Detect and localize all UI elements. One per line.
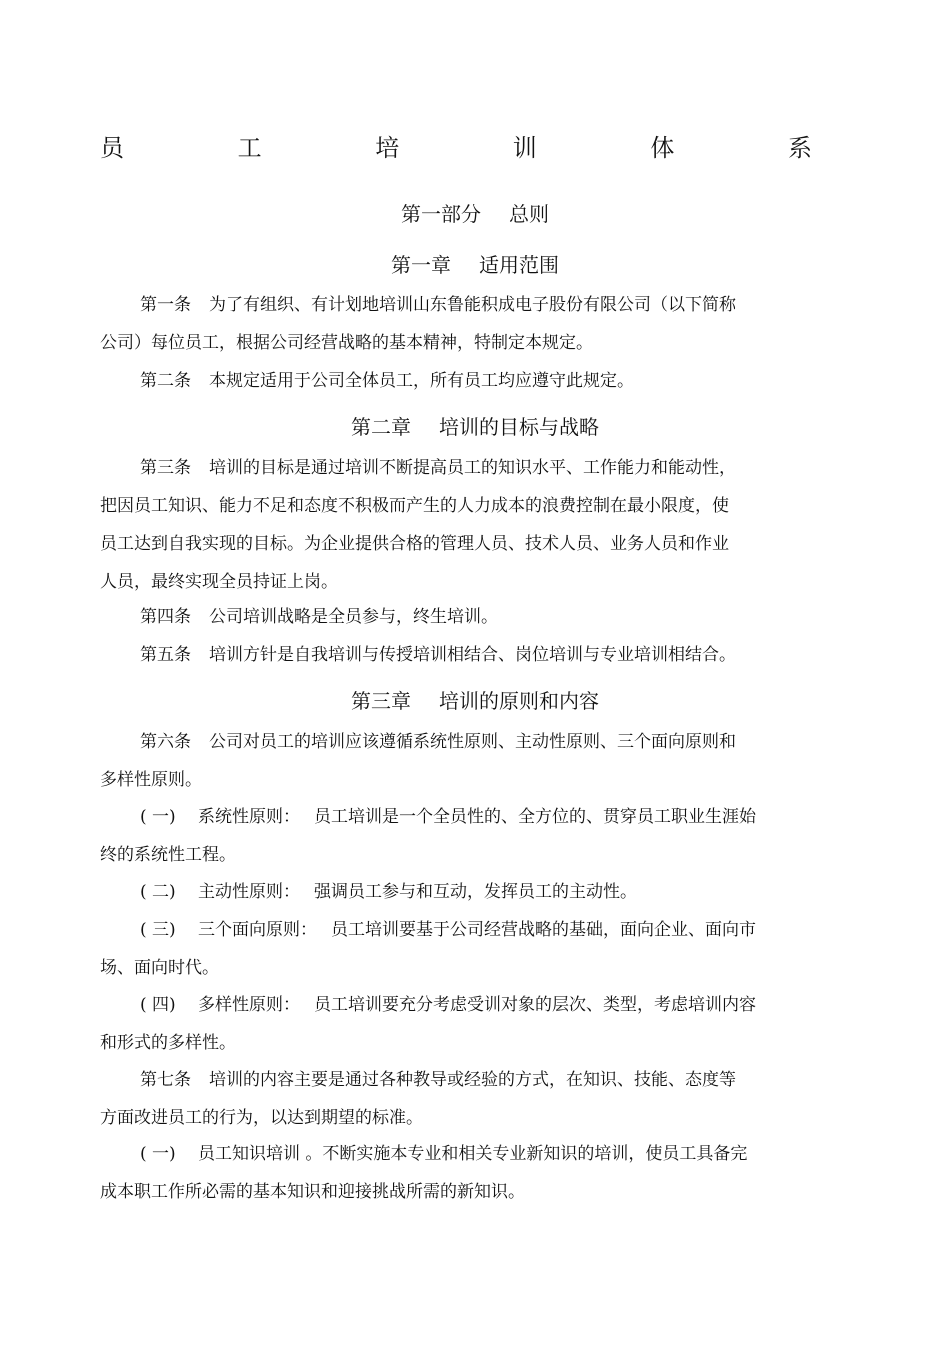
article-7 [100, 1061, 800, 1137]
chapter-name: 培训的原则和内容 [439, 689, 599, 713]
document-title [100, 128, 812, 163]
chapter-label: 第一章 [391, 253, 451, 277]
article-text: 人员，最终实现全员持证上岗。 [100, 572, 338, 592]
principle-1 [100, 798, 800, 874]
title-char: 系 [787, 134, 812, 162]
item-number: ( 三) [140, 920, 176, 940]
article-5 [100, 636, 800, 674]
article-text: 把因员工知识、能力不足和态度不积极而产生的人力成本的浪费控制在最小限度，使 [100, 496, 729, 516]
item-text: 。不断实施本专业和相关专业新知识的培训，使员工具备完 [305, 1144, 748, 1164]
item-label: 主动性原则： [198, 882, 300, 902]
article-1 [100, 286, 800, 362]
chapter-label: 第二章 [351, 415, 411, 439]
article-text: 员工达到自我实现的目标。为企业提供合格的管理人员、技术人员、业务人员和作业 [100, 534, 729, 554]
item-text: 和形式的多样性。 [100, 1033, 236, 1053]
article-text: 为了有组织、有计划地培训山东鲁能积成电子股份有限公司（以下简称 [209, 295, 736, 315]
item-text: 终的系统性工程。 [100, 845, 236, 865]
item-number: ( 四) [140, 995, 176, 1015]
chapter-heading-3 [0, 685, 950, 714]
title-char: 体 [650, 134, 675, 162]
article-number: 第一条 [140, 295, 191, 315]
article-number: 第三条 [140, 458, 191, 478]
title-char: 训 [512, 134, 537, 162]
article-number: 第六条 [140, 732, 191, 752]
article-4 [100, 598, 800, 636]
item-number: ( 一) [140, 1144, 176, 1164]
item-text: 场、面向时代。 [100, 958, 219, 978]
item-label: 多样性原则： [198, 995, 300, 1015]
chapter-name: 培训的目标与战略 [439, 415, 599, 439]
article-text: 方面改进员工的行为，以达到期望的标准。 [100, 1108, 423, 1128]
item-number: ( 一) [140, 807, 176, 827]
article-text: 公司对员工的培训应该遵循系统性原则、主动性原则、三个面向原则和 [209, 732, 736, 752]
part-label: 第一部分 [401, 202, 481, 226]
principle-2 [100, 873, 800, 911]
article-2 [100, 362, 800, 400]
article-number: 第七条 [140, 1070, 191, 1090]
item-text: 员工培训要充分考虑受训对象的层次、类型，考虑培训内容 [314, 995, 756, 1015]
chapter-label: 第三章 [351, 689, 411, 713]
item-text: 强调员工参与和互动，发挥员工的主动性。 [314, 882, 637, 902]
article-number: 第二条 [140, 371, 191, 391]
article-number: 第四条 [140, 607, 191, 627]
title-char: 员 [100, 134, 124, 162]
article-number: 第五条 [140, 645, 191, 665]
title-char: 培 [375, 134, 400, 162]
content-item-1 [100, 1135, 800, 1211]
item-text: 员工培训要基于公司经营战略的基础，面向企业、面向市 [331, 920, 756, 940]
article-text: 培训的目标是通过培训不断提高员工的知识水平、工作能力和能动性， [209, 458, 736, 478]
article-text: 本规定适用于公司全体员工，所有员工均应遵守此规定。 [209, 371, 634, 391]
article-text: 公司培训战略是全员参与，终生培训。 [209, 607, 498, 627]
article-text: 培训的内容主要是通过各种教导或经验的方式，在知识、技能、态度等 [209, 1070, 736, 1090]
item-label: 员工知识培训 [198, 1144, 300, 1164]
item-text: 成本职工作所必需的基本知识和迎接挑战所需的新知识。 [100, 1182, 525, 1202]
principle-3 [100, 911, 800, 987]
item-text: 员工培训是一个全员性的、全方位的、贯穿员工职业生涯始 [314, 807, 756, 827]
item-number: ( 二) [140, 882, 176, 902]
item-label: 三个面向原则： [198, 920, 317, 940]
part-name: 总则 [509, 202, 549, 226]
principle-4 [100, 986, 800, 1062]
part-heading [0, 198, 950, 227]
chapter-name: 适用范围 [479, 253, 559, 277]
article-6 [100, 723, 800, 799]
item-label: 系统性原则： [198, 807, 300, 827]
title-char: 工 [237, 134, 262, 162]
article-text: 多样性原则。 [100, 770, 202, 790]
article-text: 培训方针是自我培训与传授培训相结合、岗位培训与专业培训相结合。 [209, 645, 736, 665]
chapter-heading-2 [0, 411, 950, 440]
article-3 [100, 449, 800, 601]
chapter-heading-1 [0, 249, 950, 278]
article-text: 公司）每位员工，根据公司经营战略的基本精神，特制定本规定。 [100, 333, 593, 353]
